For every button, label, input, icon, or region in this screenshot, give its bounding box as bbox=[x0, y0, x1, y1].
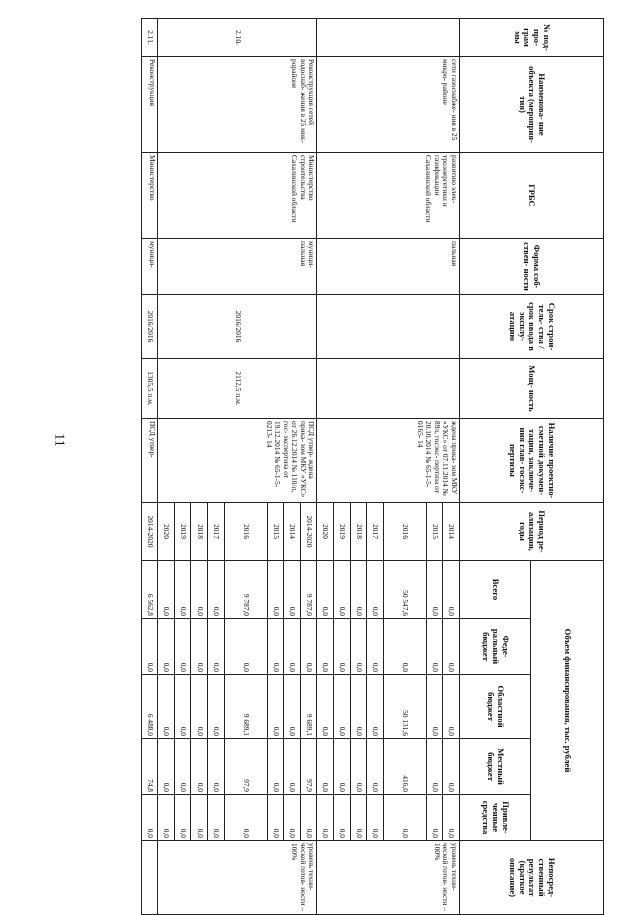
cell-docs: ПСД утвер- ждена прика- зом МКУ «УКС» от 26.12.2014 № 110/п, гос- экспертиза от 19.12.2014 № 65-1-5-0213- 14 bbox=[158, 419, 317, 503]
cell-term bbox=[317, 295, 460, 359]
cell-year: 2016 bbox=[383, 503, 426, 561]
cell-regional: 0,0 bbox=[367, 675, 384, 739]
cell-federal: 0,0 bbox=[284, 619, 301, 675]
header-result: Непосред- ственный результат (краткое описание) bbox=[460, 841, 604, 915]
cell-regional: 0,0 bbox=[158, 675, 175, 739]
cell-total: 0,0 bbox=[443, 561, 460, 619]
cell-total: 0,0 bbox=[350, 561, 367, 619]
cell-regional: 0,0 bbox=[334, 675, 351, 739]
header-docs: Наличие проектно- сметной докумен- тации, заключе- ния глав- госэкс- пертизы bbox=[460, 419, 604, 503]
header-no: № под- про- грам мы bbox=[460, 19, 604, 57]
cell-year: 2016 bbox=[224, 503, 267, 561]
cell-regional: 0,0 bbox=[426, 675, 443, 739]
cell-year: 2015 bbox=[267, 503, 284, 561]
cell-total: 0,0 bbox=[334, 561, 351, 619]
cell-result: уровень техни- ческой готов- ности – 100% bbox=[317, 841, 460, 915]
cell-result: уровень техни- ческой готов- ности – 100% bbox=[158, 841, 317, 915]
cell-power bbox=[317, 359, 460, 419]
cell-local: 0,0 bbox=[367, 739, 384, 795]
cell-attracted: 0,0 bbox=[367, 795, 384, 841]
cell-ownership: пальная bbox=[317, 239, 460, 295]
cell-attracted: 0,0 bbox=[174, 795, 191, 841]
cell-power: 2112,5 п.м. bbox=[158, 359, 317, 419]
cell-attracted: 0,0 bbox=[284, 795, 301, 841]
financing-table bbox=[141, 18, 604, 915]
cell-number: 2.10. bbox=[158, 19, 317, 57]
cell-attracted: 0,0 bbox=[224, 795, 267, 841]
cell-total: 6 562,8 bbox=[141, 561, 158, 619]
cell-local: 0,0 bbox=[191, 739, 208, 795]
cell-regional: 9 689,1 bbox=[224, 675, 267, 739]
cell-attracted: 0,0 bbox=[158, 795, 175, 841]
cell-attracted: 0,0 bbox=[426, 795, 443, 841]
cell-federal: 0,0 bbox=[350, 619, 367, 675]
cell-local: 97,9 bbox=[300, 739, 317, 795]
cell-ownership: муници- bbox=[141, 239, 158, 295]
cell-regional: 0,0 bbox=[191, 675, 208, 739]
cell-regional: 0,0 bbox=[267, 675, 284, 739]
header-total: Всего bbox=[460, 561, 531, 619]
page-number: 11 bbox=[51, 433, 67, 447]
cell-total: 0,0 bbox=[191, 561, 208, 619]
cell-grbs: развитию элек- троэнергетики и газификации Сахалинской области bbox=[317, 153, 460, 239]
cell-regional: 6 488,0 bbox=[141, 675, 158, 739]
cell-docs: ПСД утвер- bbox=[141, 419, 158, 503]
header-regional: Областной бюджет bbox=[460, 675, 531, 739]
header-period: Период ре- ализации, годы bbox=[460, 503, 604, 561]
cell-year: 2019 bbox=[334, 503, 351, 561]
cell-federal: 0,0 bbox=[267, 619, 284, 675]
cell-attracted: 0,0 bbox=[443, 795, 460, 841]
cell-federal: 0,0 bbox=[208, 619, 225, 675]
cell-regional: 0,0 bbox=[350, 675, 367, 739]
cell-regional: 0,0 bbox=[443, 675, 460, 739]
cell-local: 0,0 bbox=[426, 739, 443, 795]
cell-attracted: 0,0 bbox=[208, 795, 225, 841]
cell-local: 0,0 bbox=[317, 739, 334, 795]
cell-local: 0,0 bbox=[350, 739, 367, 795]
cell-year: 2020 bbox=[158, 503, 175, 561]
cell-attracted: 0,0 bbox=[334, 795, 351, 841]
cell-total: 0,0 bbox=[426, 561, 443, 619]
cell-total: 0,0 bbox=[317, 561, 334, 619]
cell-year: 2015 bbox=[426, 503, 443, 561]
cell-attracted: 0,0 bbox=[191, 795, 208, 841]
cell-regional: 50 131,6 bbox=[383, 675, 426, 739]
cell-year: 2014 bbox=[443, 503, 460, 561]
cell-federal: 0,0 bbox=[174, 619, 191, 675]
cell-docs: ждена прика- зом МКУ «УКС» от 07.11.2014 № 89л, госэкс- пертиза от 20.10.2014 № 65-1-5-0165- 14 bbox=[317, 419, 460, 503]
cell-federal: 0,0 bbox=[367, 619, 384, 675]
cell-total: 9 787,0 bbox=[224, 561, 267, 619]
table-body bbox=[141, 19, 459, 915]
table-row bbox=[300, 19, 317, 915]
cell-term: 2016/2016 bbox=[141, 295, 158, 359]
cell-regional: 0,0 bbox=[174, 675, 191, 739]
header-power: Мощ- ность bbox=[460, 359, 604, 419]
cell-total: 0,0 bbox=[267, 561, 284, 619]
cell-total: 0,0 bbox=[367, 561, 384, 619]
cell-federal: 0,0 bbox=[383, 619, 426, 675]
cell-number bbox=[317, 19, 460, 57]
cell-federal: 0,0 bbox=[191, 619, 208, 675]
cell-term: 2016/2016 bbox=[158, 295, 317, 359]
cell-attracted: 0,0 bbox=[317, 795, 334, 841]
cell-total: 0,0 bbox=[284, 561, 301, 619]
cell-grbs: Министерство bbox=[141, 153, 158, 239]
cell-total: 9 787,0 bbox=[300, 561, 317, 619]
cell-year: 2017 bbox=[208, 503, 225, 561]
header-name: Наименова- ние объекта (мероприя- тия) bbox=[460, 57, 604, 153]
cell-total: 50 547,6 bbox=[383, 561, 426, 619]
cell-attracted: 0,0 bbox=[300, 795, 317, 841]
cell-attracted: 0,0 bbox=[267, 795, 284, 841]
cell-year: 2017 bbox=[367, 503, 384, 561]
cell-total: 0,0 bbox=[174, 561, 191, 619]
table-row bbox=[443, 19, 460, 915]
cell-attracted: 0,0 bbox=[350, 795, 367, 841]
cell-local: 0,0 bbox=[208, 739, 225, 795]
cell-regional: 9 689,1 bbox=[300, 675, 317, 739]
cell-local: 0,0 bbox=[443, 739, 460, 795]
header-attracted: Привле- ченные средства bbox=[460, 795, 531, 841]
cell-local: 0,0 bbox=[158, 739, 175, 795]
cell-local: 0,0 bbox=[267, 739, 284, 795]
cell-federal: 0,0 bbox=[317, 619, 334, 675]
cell-result bbox=[141, 841, 158, 915]
cell-year: 2019 bbox=[174, 503, 191, 561]
cell-year: 2018 bbox=[350, 503, 367, 561]
cell-number: 2.11. bbox=[141, 19, 158, 57]
cell-federal: 0,0 bbox=[158, 619, 175, 675]
table-row bbox=[141, 19, 158, 915]
header-grbs: ГРБС bbox=[460, 153, 604, 239]
cell-object-name: сети газоснабже- ния в 25 микро- районе bbox=[317, 57, 460, 153]
cell-local: 97,9 bbox=[224, 739, 267, 795]
header-federal: Феде- ральный бюджет bbox=[460, 619, 531, 675]
cell-object-name: Реконструкция bbox=[141, 57, 158, 153]
cell-object-name: Реконструкция сетей водоснаб- жения в 25 мик- рорайоне bbox=[158, 57, 317, 153]
cell-total: 0,0 bbox=[158, 561, 175, 619]
cell-federal: 0,0 bbox=[300, 619, 317, 675]
header-local: Местный бюджет bbox=[460, 739, 531, 795]
cell-local: 0,0 bbox=[334, 739, 351, 795]
cell-year: 2020 bbox=[317, 503, 334, 561]
cell-federal: 0,0 bbox=[426, 619, 443, 675]
header-finance: Объем финансирования, тыс. рублей bbox=[531, 561, 604, 841]
cell-attracted: 0,0 bbox=[383, 795, 426, 841]
cell-federal: 0,0 bbox=[141, 619, 158, 675]
cell-regional: 0,0 bbox=[284, 675, 301, 739]
cell-year: 2018 bbox=[191, 503, 208, 561]
cell-local: 0,0 bbox=[284, 739, 301, 795]
cell-regional: 0,0 bbox=[208, 675, 225, 739]
rotated-table-container bbox=[92, 18, 604, 912]
cell-ownership: муници- пальная bbox=[158, 239, 317, 295]
cell-attracted: 0,0 bbox=[141, 795, 158, 841]
cell-total: 0,0 bbox=[208, 561, 225, 619]
cell-regional: 0,0 bbox=[317, 675, 334, 739]
cell-power: 1305,5 п.м. bbox=[141, 359, 158, 419]
header-term: Срок строи- тель- ства / срок ввода в эксплу- атацию bbox=[460, 295, 604, 359]
cell-federal: 0,0 bbox=[443, 619, 460, 675]
cell-local: 74,8 bbox=[141, 739, 158, 795]
cell-federal: 0,0 bbox=[334, 619, 351, 675]
cell-grbs: Министерство строительства Сахалинской области bbox=[158, 153, 317, 239]
cell-year: 2014-2020 bbox=[300, 503, 317, 561]
cell-year: 2014-2020 bbox=[141, 503, 158, 561]
header-ownership: Форма соб- ствен- ности bbox=[460, 239, 604, 295]
cell-year: 2014 bbox=[284, 503, 301, 561]
cell-local: 416,0 bbox=[383, 739, 426, 795]
cell-local: 0,0 bbox=[174, 739, 191, 795]
cell-federal: 0,0 bbox=[224, 619, 267, 675]
